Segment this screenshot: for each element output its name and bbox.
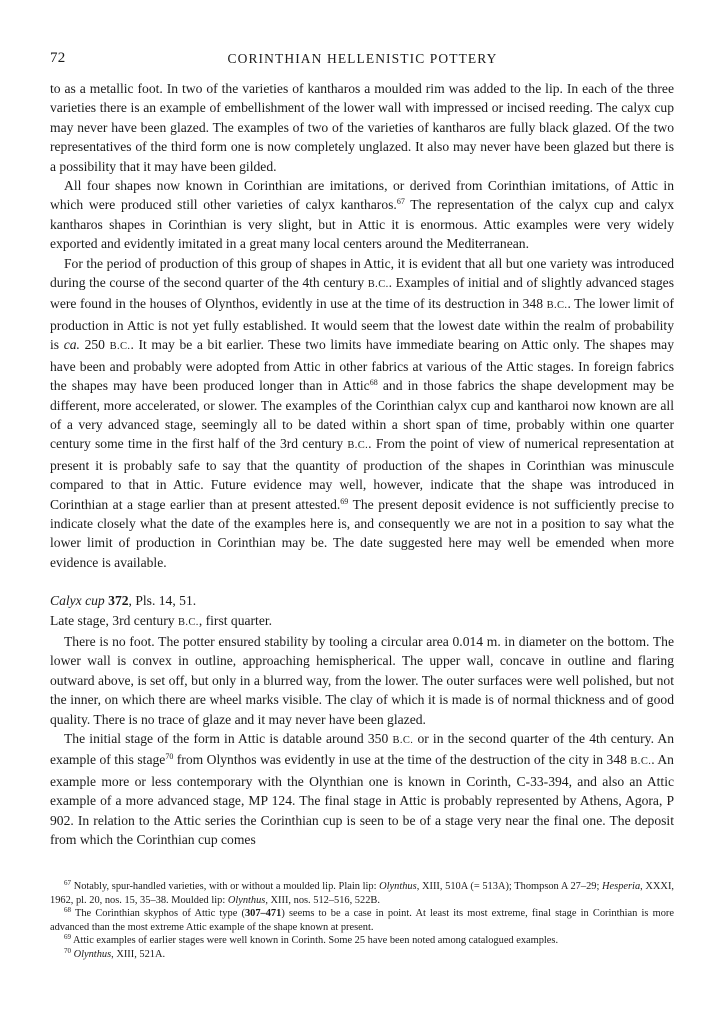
page-number: 72 [50,50,66,66]
catalogue-entry-heading: Calyx cup 372, Pls. 14, 51. [50,593,197,609]
footnotes [50,880,674,962]
paragraph-2: All four shapes now known in Corinthian are imitations, or derived from Corinthian imitations, of Attic in which were produced still other varieties of calyx kantharos.$^{67}$ The representation of the calyx cup and calyx kantharos shapes in Corinthian is very slight, but in Attic it is enormous. Attic examples were very widely exported and evidently imitated in a great many local centers around the Mediterranean. [50,178,674,252]
running-head: CORINTHIAN HELLENISTIC POTTERY [227,51,498,66]
footnote-68: $^{68}$ The Corinthian skyphos of Attic type (307–471) seems to be a case in point. At least its most extreme, final stage in Corinthian is more advanced than the most extreme Attic example of the shape known at present. [50,906,674,933]
footnote-67: $^{67}$ Notably, spur-handled varieties, with or without a moulded lip. Plain lip: Olynthus, XIII, 510A (= 513A); Thompson A 27–29; Hesperia, XXXI, 1962, pl. 20, nos. 15, 35–38. Moulded lip: Olynthus, XIII, nos. 512–516, 522B. [50,879,674,906]
main-text [50,79,674,849]
catalogue-number: 372 [108,593,129,609]
footnote-ref-69[interactable]: 69 [340,496,349,506]
footnote-70: $^{70}$ Olynthus, XIII, 521A. [64,946,166,960]
catalogue-entry-discussion: The initial stage of the form in Attic is datable around 350 B.C. or in the second quarter of the 4th century. An example of this stage$^{70}$ from Olynthos was evidently in use at the time of the destruction of the city in 348 B.C.. An example more or less contemporary with the Olynthian one is known in Corinth, C-33-394, and also an Attic example of a more advanced stage, MP 124. The final stage in Attic is probably represented by Athens, Agora, P 902. In relation to the Attic series the Corinthian cup is seen to be of a stage very near the final one. The deposit from which the Corinthian cup comes [50,731,675,848]
footnote-69: $^{69}$ Attic examples of earlier stages were well known in Corinth. Some 25 have been noted among catalogued examples. [64,933,559,947]
paragraph-1: to as a metallic foot. In two of the varieties of kantharos a moulded rim was added to the lip. In each of the three varieties there is an example of embellishment of the lower wall with impressed or incised reeding. The calyx cup may never have been glazed. The examples of two of the varieties of kantharos are fully black glazed. Of the two representatives of the third form one is now completely unglazed. It also may never have been glazed but there is a possibility that it may have been gilded. [50,81,674,174]
footnote-ref-68[interactable]: 68 [369,378,378,388]
catalogue-entry-date: Late stage, 3rd century B.C., first quarter. [50,612,273,628]
catalogue-entry-description: There is no foot. The potter ensured stability by tooling a circular area 0.014 m. in diameter on the bottom. The lower wall is convex in outline, approaching hemispherical. The upper wall, concave in outline and flaring outward above, is set off, but only in a blurred way, from the lower. The outer surfaces were well polished, but not the inner, on which there are wheel marks visible. The clay of which it is made is of normal thickness and of good quality. There is no trace of glaze and it may never have been glazed. [50,633,674,727]
footnote-ref-67[interactable]: 67 [396,197,405,207]
paragraph-3: For the period of production of this group of shapes in Attic, it is evident that all but one variety was introduced during the course of the second quarter of the 4th century B.C.. Examples of initial and of slightly advanced stages were found in the houses of Olynthos, evidently in use at the time of its destruction in 348 B.C.. The lower limit of production in Attic is not yet fully established. It would seem that the lowest date within the realm of probability is ca. 250 B.C.. It may be a bit earlier. These two limits have immediate bearing on Attic only. The shapes may have been and probably were adopted from Attic in other fabrics at various of the Attic stages. In foreign fabrics the shapes may have been produced longer than in Attic$^{68}$ and in those fabrics the shape development may be different, more accelerated, or slower. The examples of the Corinthian calyx cup and kantharoi now known are all of a very advanced stage, seemingly all to be dated within a short span of time, probably within one quarter century some time in the first half of the 3rd century B.C.. From the point of view of numerical representation at present it is probably safe to say that the quantity of production of the shapes in Corinthian was minuscule compared to that in Attic. Future evidence may well, however, indicate that the shape was introduced in Corinthian at a stage earlier than at present attested.$^{69}$ The present deposit evidence is not sufficiently precise to indicate closely what the date of the examples here is, and consequently we are not in a position to say what the lower limit of production in Corinthian may be. The date suggested here may well be emended when more evidence is available. [50,255,675,570]
footnote-ref-70[interactable]: 70 [165,752,174,762]
